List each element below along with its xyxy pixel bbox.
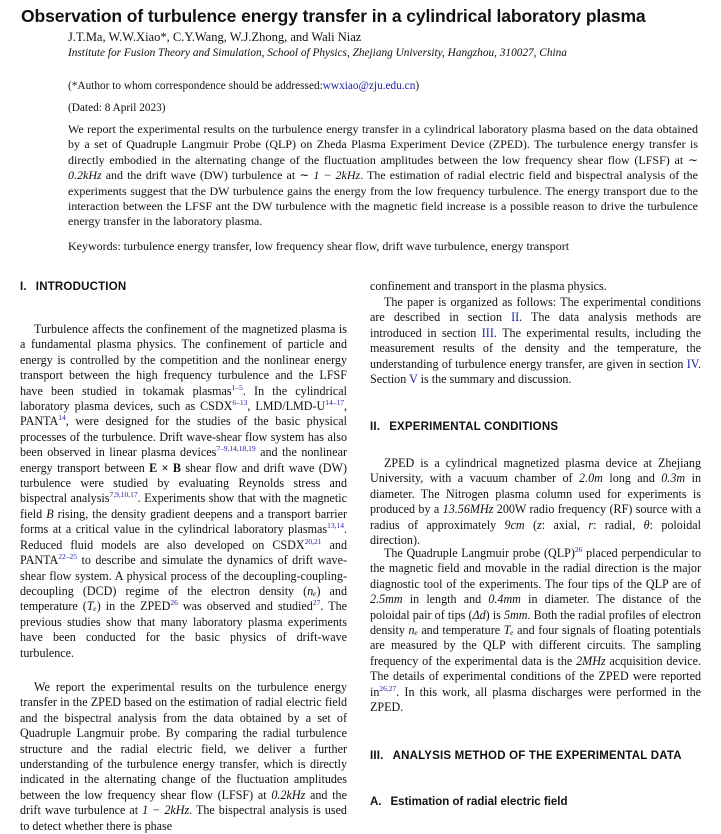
intro-paragraph-1: Turbulence affects the confinement of the magnetized plasma is a fundamental plasma physics. The confinement of particle and energy is controlled by the competition and the nonlinear energy transport between the high frequency turbulence and the LFSF have been studied in tokamak plasmas$^{1-5}$. In the cylindrical laboratory plasma devices, such as CSDX$^{6-13}$, LMD/$LMD-U^{14-17}$, PANTA$^{14}$, were designed for the studies of the basic physical processes of the turbulence. Drift wave-shear flow system has also been observed in linear plasma devices$^{7-9,14,18,19}$ and the nonlinear energy transport between E × B shear flow and drift wave (DW) turbulence were studied by evaluating Reynolds stress and bispectral analysis$^{7,9,10,17}$. Experiments show that with the magnetic field B rising, the density gradient deepens and a transport barrier forms at a critical value in the cylindrical laboratory plasmas$^{13,14}$. Reduced fluid models are also developed on CSDX$^{20,21}$ and PANTA$^{22-25}$ to describe and simulate the dynamics of drift wave-shear flow system. A physical process of the decoupling-coupling-decoupling (DCD) regime of the electron density (nₑ) and temperature (Tₑ) in the ZPED$^{26}$ was observed and studied$^{27}$. The previous studies show that many laboratory plasma experiments have been conducted for the basic physics of drift-wave turbulence.	[20, 322, 348, 660]
intro-paragraph-2: We report the experimental results on the turbulence energy transfer in the ZPED based on the estimation of radial electric field and the bispectral analysis from the data obtained by a set of Quadruple Langmuir probe. By comparing the radial turbulence structure and the radial electric field, we deliver a further understanding of the turbulence energy transfer, which is directly indicated in the alternating change of the fluctuation amplitudes between the low frequency shear flow (LFSF) at 0.2kHz and the drift wave turbulence at 1 − 2kHz. The bispectral analysis is used to detect whether there is phase	[20, 680, 347, 833]
citation[interactable]: 22–25	[58, 552, 77, 562]
citation[interactable]: 14–17	[325, 398, 344, 408]
correspondence-note: (*Author to whom correspondence should be addressed:wwxiao@zju.edu.cn)	[68, 80, 420, 92]
citation[interactable]: 14	[58, 413, 66, 423]
intro-continuation: confinement and transport in the plasma physics.	[370, 279, 607, 293]
section-link[interactable]: II	[511, 310, 520, 325]
abstract: We report the experimental results on the turbulence energy transfer in a cylindrical laboratory plasma based on the data obtained by a set of Quadruple Langmuir Probe (QLP) on Zheda Plasma Experiment Device (ZPED). The turbulence energy transfer is directly embodied in the alternating change of the fluctuation amplitudes between the low frequency shear flow (LFSF) at ∼ 0.2kHz and the drift wave (DW) turbulence at ∼ 1 − 2kHz. The estimation of radial electric field and bispectral analysis of the experiments suggest that the DW turbulence gains the energy from the low frequency turbulence. The energy transport due to the interaction between the LFSF ant the DW turbulence with the magnetic field increase is a possible reason to drive the turbulence energy transfer in the laboratory plasma.	[68, 122, 698, 229]
exp-paragraph-2: The Quadruple Langmuir probe (QLP)$^{26}$ placed perpendicular to the magnetic field and movable in the radial direction is the major diagnostic tool of the experiments. The four tips of the QLP are of 2.5mm in length and 0.4mm in diameter. The distance of the poloidal pair of tips (Δd) is 5mm. Both the radial profiles of electron density nₑ and temperature Tₑ and four signals of floating potentials are measured by the QLP with different circuits. The sampling frequency of the experimental data is the 2MHz acquisition device. The details of experimental conditions of the ZPED were reported in$^{26,27}$. In this work, all plasma discharges were performed in the ZPED.	[370, 545, 701, 715]
citation[interactable]: 27	[312, 598, 321, 608]
exp-paragraph-1: ZPED is a cylindrical magnetized plasma device at Zhejiang University, with a vacuum chamber of 2.0m long and 0.3m in diameter. The Nitrogen plasma column used for experiments is produced by a 13.56MHz 200W radio frequency (RF) source with a radius of approximately 9cm (z: axial, r: radial, θ: poloidal direction).	[370, 456, 701, 548]
affiliation: Institute for Fusion Theory and Simulation, School of Physics, Zhejiang University, Hangzhou, 310027, China	[68, 47, 567, 59]
keywords: Keywords: turbulence energy transfer, low frequency shear flow, drift wave turbulence, energy transport	[68, 239, 570, 253]
citation[interactable]: 20,21	[304, 536, 322, 546]
citation[interactable]: 26	[170, 598, 178, 608]
date-line: (Dated: 8 April 2023)	[68, 102, 166, 114]
section-heading-experimental-conditions: II. EXPERIMENTAL CONDITIONS	[370, 421, 559, 433]
subsection-heading-radial-field: A. Estimation of radial electric field	[370, 796, 568, 808]
citation[interactable]: 13,14	[327, 521, 344, 531]
citation[interactable]: 7–9,14,18,19	[216, 444, 256, 454]
section-link[interactable]: III	[481, 325, 494, 340]
citation[interactable]: 26	[574, 545, 583, 554]
author-list: J.T.Ma, W.W.Xiao*, C.Y.Wang, W.J.Zhong, and Wali Niaz	[68, 30, 362, 44]
section-heading-introduction: I. INTRODUCTION	[20, 281, 127, 293]
citation[interactable]: 6–13	[232, 398, 248, 408]
paper-title: Observation of turbulence energy transfer in a cylindrical laboratory plasma	[21, 6, 646, 26]
section-link[interactable]: IV	[686, 356, 698, 371]
citation[interactable]: 26,27	[379, 683, 397, 693]
paper-organization-paragraph: The paper is organized as follows: The experimental conditions are described in section II. The data analysis methods are introduced in section III. The experimental results, including the measurement results of the density and the temperature, the understanding of turbulence energy transfer, are given in section IV. Section V is the summary and discussion.	[370, 295, 702, 387]
email-link[interactable]: wwxiao@zju.edu.cn	[322, 80, 416, 92]
section-heading-analysis-method: III. ANALYSIS METHOD OF THE EXPERIMENTAL DATA	[370, 750, 682, 762]
citation[interactable]: 7,9,10,17	[109, 490, 138, 500]
citation[interactable]: 1–5	[231, 382, 243, 392]
section-link[interactable]: V	[409, 372, 418, 387]
